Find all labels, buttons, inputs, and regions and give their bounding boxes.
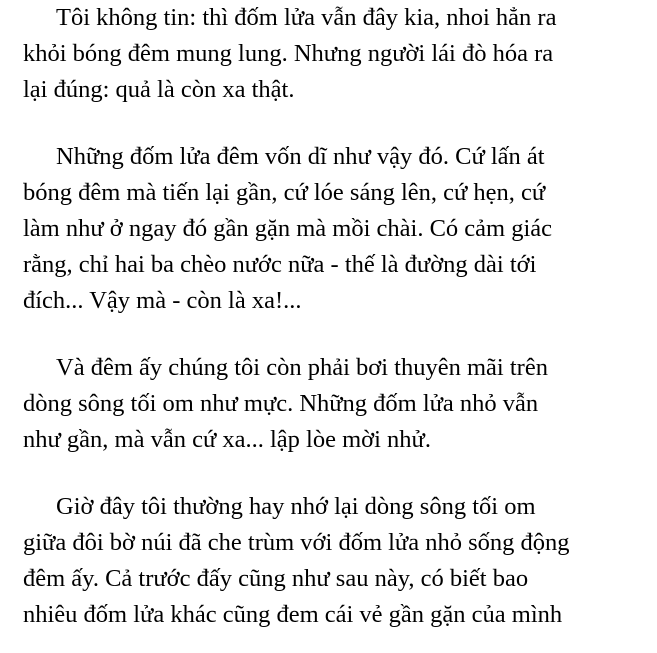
paragraph-3 — [23, 350, 657, 458]
text-line: lại đúng: quả là còn xa thật. — [23, 76, 295, 103]
text-line: Và đêm ấy chúng tôi còn phải bơi thuyên mãi trên — [56, 354, 548, 381]
text-line: giữa đôi bờ núi đã che trùm với đốm lửa nhỏ sống động — [23, 529, 570, 556]
text-line: khỏi bóng đêm mung lung. Nhưng người lái đò hóa ra — [23, 40, 554, 67]
text-line: đêm ấy. Cả trước đấy cũng như sau này, có biết bao — [23, 565, 529, 592]
text-line: rằng, chỉ hai ba chèo nước nữa - thế là đường dài tới — [23, 251, 537, 278]
text-line: dòng sông tối om như mực. Những đốm lửa nhỏ vẫn — [23, 390, 539, 417]
text-line: Tôi không tin: thì đốm lửa vẫn đây kia, nhoi hẳn ra — [56, 4, 557, 31]
text-line: nhiêu đốm lửa khác cũng đem cái vẻ gần gặn của mình — [23, 601, 563, 628]
text-line: như gần, mà vẫn cứ xa... lập lòe mời nhử. — [23, 426, 431, 453]
paragraph-1 — [23, 0, 657, 108]
paragraph-4 — [23, 489, 657, 633]
paragraph-2 — [23, 139, 657, 319]
text-line: Giờ đây tôi thường hay nhớ lại dòng sông tối om — [56, 493, 536, 520]
text-line: làm như ở ngay đó gần gặn mà mồi chài. Có cảm giác — [23, 215, 553, 242]
text-column — [23, 0, 657, 653]
text-line: đích... Vậy mà - còn là xa!... — [23, 287, 302, 314]
text-line: bóng đêm mà tiến lại gần, cứ lóe sáng lên, cứ hẹn, cứ — [23, 179, 546, 206]
text-line: Những đốm lửa đêm vốn dĩ như vậy đó. Cứ lấn át — [56, 143, 545, 170]
